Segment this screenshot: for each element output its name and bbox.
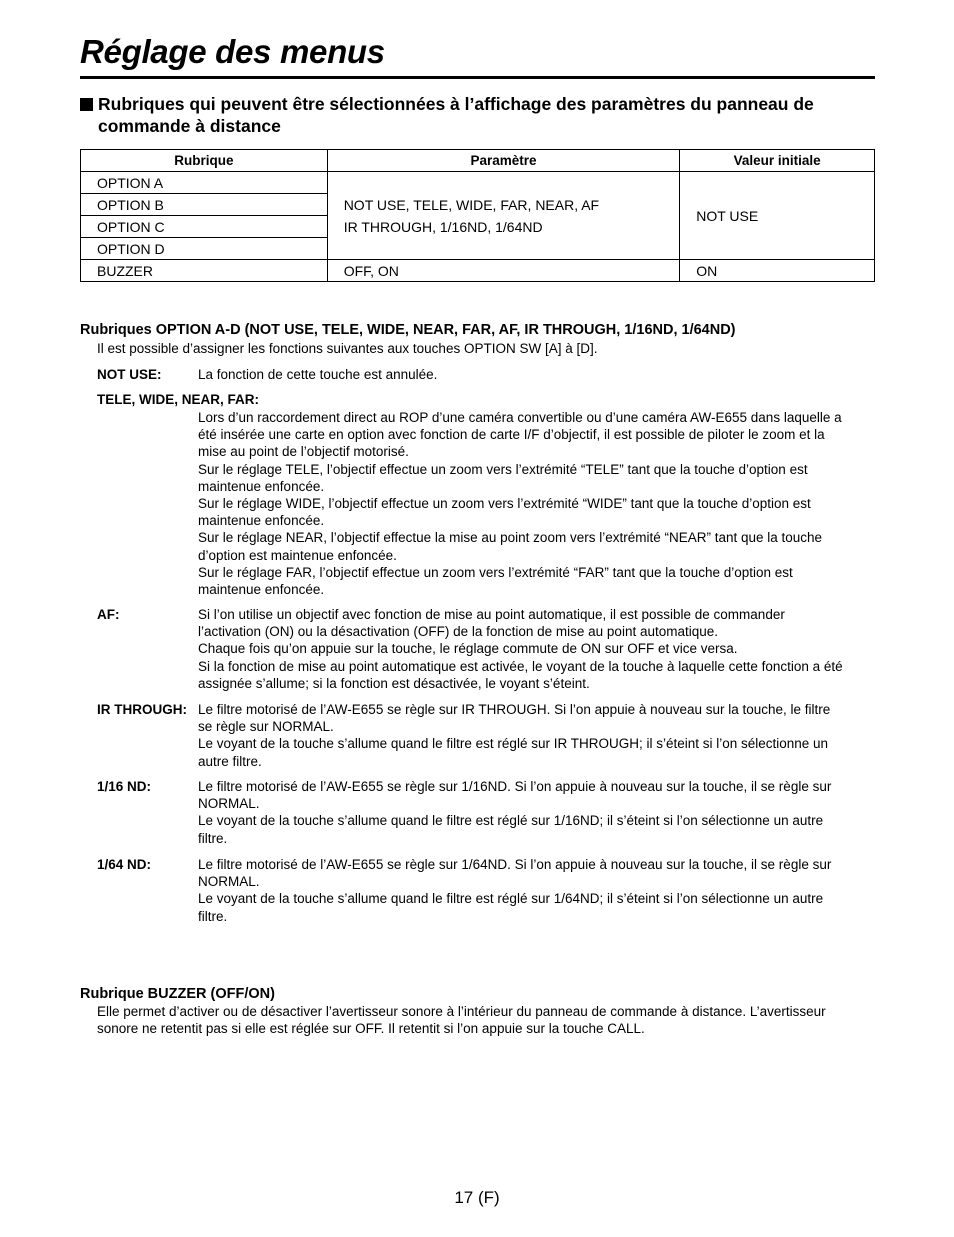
desc-line: Le voyant de la touche s’allume quand le filtre est réglé sur 1/16ND; il s’éteint si l’on sélectionne un autre: [198, 813, 824, 829]
desc-line: Le filtre motorisé de l’AW-E655 se règle sur 1/16ND. Si l’on appuie à nouveau sur la touche, il se règle sur: [198, 779, 832, 794]
desc-line: Sur le réglage TELE, l’objectif effectue un zoom vers l’extrémité “TELE” tant que la touche d’option est: [198, 461, 808, 477]
desc-line: autre filtre.: [198, 753, 262, 769]
options-heading: Rubriques OPTION A-D (NOT USE, TELE, WIDE, NEAR, FAR, AF, IR THROUGH, 1/16ND, 1/64ND): [80, 322, 736, 338]
table-row: [81, 172, 875, 194]
table-row: [81, 260, 875, 282]
desc-af: [198, 606, 873, 692]
desc-line: Sur le réglage FAR, l’objectif effectue un zoom vers l’extrémité “FAR” tant que la touche d’option est: [198, 564, 793, 580]
header-valeur-initiale: Valeur initiale: [680, 150, 875, 172]
header-rubrique: Rubrique: [81, 150, 328, 172]
desc-line: l’activation (ON) ou la désactivation (OFF) de la fonction de mise au point automatique.: [198, 624, 719, 640]
desc-line: assignée s’allume; si la fonction est désactivée, le voyant s’éteint.: [198, 675, 590, 691]
cell-option-b: OPTION B: [81, 194, 328, 216]
term-af: AF:: [97, 607, 120, 622]
section-heading-line2: commande à distance: [98, 116, 281, 136]
desc-line: maintenue enfoncée.: [198, 582, 325, 598]
desc-line: d’option est maintenue enfoncée.: [198, 547, 397, 563]
square-bullet-icon: [80, 98, 93, 111]
page-title: Réglage des menus: [80, 30, 875, 79]
desc-line: NORMAL.: [198, 796, 260, 812]
section-heading-line1: Rubriques qui peuvent être sélectionnées à l’affichage des paramètres du panneau de: [98, 94, 814, 114]
desc-line: se règle sur NORMAL.: [198, 719, 334, 735]
desc-line: Lors d’un raccordement direct au ROP d’une caméra convertible ou d’une caméra AW-E655 dans laquelle a: [198, 410, 842, 425]
section-heading: [80, 93, 880, 137]
desc-line: Le filtre motorisé de l’AW-E655 se règle sur IR THROUGH. Si l’on appuie à nouveau sur la touche, le filtre: [198, 702, 831, 717]
desc-line: mise au point de l’objectif motorisé.: [198, 444, 409, 460]
desc-line: maintenue enfoncée.: [198, 513, 325, 529]
term-not-use: NOT USE:: [97, 367, 162, 382]
desc-not-use: La fonction de cette touche est annulée.: [198, 367, 438, 382]
cell-buzzer-param: OFF, ON: [327, 260, 680, 282]
cell-buzzer-initial: ON: [680, 260, 875, 282]
desc-line: maintenue enfoncée.: [198, 478, 325, 494]
page-number: 17 (F): [454, 1188, 500, 1207]
desc-line: Si la fonction de mise au point automatique est activée, le voyant de la touche à laquelle cette fonction a été: [198, 658, 843, 674]
cell-buzzer: BUZZER: [81, 260, 328, 282]
cell-option-a: OPTION A: [81, 172, 328, 194]
cell-option-param: [327, 172, 680, 260]
cell-option-d: OPTION D: [81, 238, 328, 260]
desc-line: Chaque fois qu’on appuie sur la touche, le réglage commute de ON sur OFF et vice versa.: [198, 641, 738, 657]
option-param-line2: IR THROUGH, 1/16ND, 1/64ND: [343, 218, 543, 235]
desc-line: été insérée une carte en option avec fonction de carte I/F d’objectif, il est possible de piloter le zoom et la: [198, 427, 825, 443]
options-intro: Il est possible d’assigner les fonctions suivantes aux touches OPTION SW [A] à [D].: [97, 341, 598, 356]
cell-option-initial: NOT USE: [680, 172, 875, 260]
desc-line: filtre.: [198, 830, 228, 846]
desc-line: Le filtre motorisé de l’AW-E655 se règle sur 1/64ND. Si l’on appuie à nouveau sur la touche, il se règle sur: [198, 857, 832, 872]
desc-line: Le voyant de la touche s’allume quand le filtre est réglé sur IR THROUGH; il s’éteint si l’on sélectionne un: [198, 736, 829, 752]
desc-1-16-nd: [198, 778, 873, 847]
desc-line: Si l’on utilise un objectif avec fonction de mise au point automatique, il est possible de commander: [198, 607, 785, 622]
table-header-row: [81, 150, 875, 172]
cell-option-c: OPTION C: [81, 216, 328, 238]
buzzer-description: [97, 1003, 872, 1037]
desc-line: Sur le réglage NEAR, l’objectif effectue la mise au point zoom vers l’extrémité “NEAR” tant que la touche: [198, 530, 823, 546]
desc-line: Le voyant de la touche s’allume quand le filtre est réglé sur 1/64ND; il s’éteint si l’on sélectionne un autre: [198, 891, 824, 907]
option-param-line1: NOT USE, TELE, WIDE, FAR, NEAR, AF: [343, 196, 600, 213]
buzzer-heading: Rubrique BUZZER (OFF/ON): [80, 986, 275, 1002]
desc-1-64-nd: [198, 856, 873, 925]
desc-line: sonore ne retentit pas si elle est réglée sur OFF. Il retentit si l’on appuie sur la touche CALL.: [97, 1021, 645, 1036]
parameter-table: [80, 149, 875, 282]
term-ir-through: IR THROUGH:: [97, 702, 187, 717]
desc-line: Sur le réglage WIDE, l’objectif effectue un zoom vers l’extrémité “WIDE” tant que la touche d’option est: [198, 496, 811, 512]
term-1-16-nd: 1/16 ND:: [97, 779, 152, 794]
term-tele-wide-near-far: TELE, WIDE, NEAR, FAR:: [97, 392, 259, 407]
desc-line: Elle permet d’activer ou de désactiver l’avertisseur sonore à l’intérieur du panneau de commande à distance. L’avertisseur: [97, 1004, 826, 1019]
term-1-64-nd: 1/64 ND:: [97, 857, 152, 872]
desc-tele-wide-near-far: [198, 409, 873, 598]
desc-ir-through: [198, 701, 873, 770]
header-parametre: Paramètre: [327, 150, 680, 172]
desc-line: filtre.: [198, 908, 228, 924]
desc-line: NORMAL.: [198, 874, 260, 890]
